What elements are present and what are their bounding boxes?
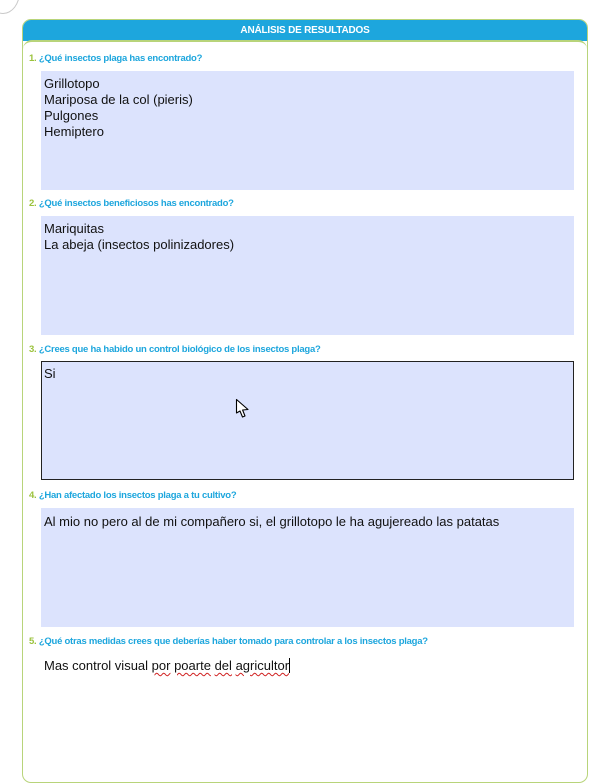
question-5-label	[29, 636, 428, 647]
answer-5-text: Mas control visual	[44, 658, 152, 673]
answer-4-field[interactable]: Al mio no pero al de mi compañero si, el grillotopo le ha agujereado las patatas	[41, 508, 574, 627]
question-2-label	[29, 198, 234, 209]
question-2-text: ¿Qué insectos beneficiosos has encontrado?	[38, 198, 234, 209]
question-1-label	[29, 53, 202, 64]
card-title: ANÁLISIS DE RESULTADOS	[22, 19, 588, 41]
question-2-number: 2.	[29, 198, 37, 209]
corner-decoration	[0, 0, 20, 14]
answer-1-field[interactable]: Grillotopo Mariposa de la col (pieris) Pulgones Hemiptero	[41, 71, 574, 190]
question-3-label	[29, 344, 321, 355]
answer-5-misspelled-word: del	[214, 658, 232, 673]
results-analysis-card	[22, 19, 588, 783]
question-4-label	[29, 490, 236, 501]
answer-5-misspelled-word: agricultor	[235, 658, 290, 673]
question-5-text: ¿Qué otras medidas crees que deberías haber tomado para controlar a los insectos plaga?	[38, 636, 428, 647]
question-4-text: ¿Han afectado los insectos plaga a tu cultivo?	[38, 490, 237, 501]
text-caret	[289, 658, 290, 673]
answer-3-field[interactable]: Si	[41, 361, 574, 480]
question-1-text: ¿Qué insectos plaga has encontrado?	[38, 53, 203, 64]
question-4-number: 4.	[29, 490, 37, 501]
answer-5-field[interactable]	[41, 654, 574, 772]
answer-2-field[interactable]: Mariquitas La abeja (insectos polinizadores)	[41, 216, 574, 335]
answer-5-misspelled-word: por	[151, 658, 171, 673]
question-3-number: 3.	[29, 344, 37, 355]
answer-5-misspelled-word: poarte	[174, 658, 211, 673]
question-5-number: 5.	[29, 636, 37, 647]
mouse-pointer-icon	[235, 398, 251, 420]
question-3-text: ¿Crees que ha habido un control biológico de los insectos plaga?	[38, 344, 321, 355]
question-1-number: 1.	[29, 53, 37, 64]
